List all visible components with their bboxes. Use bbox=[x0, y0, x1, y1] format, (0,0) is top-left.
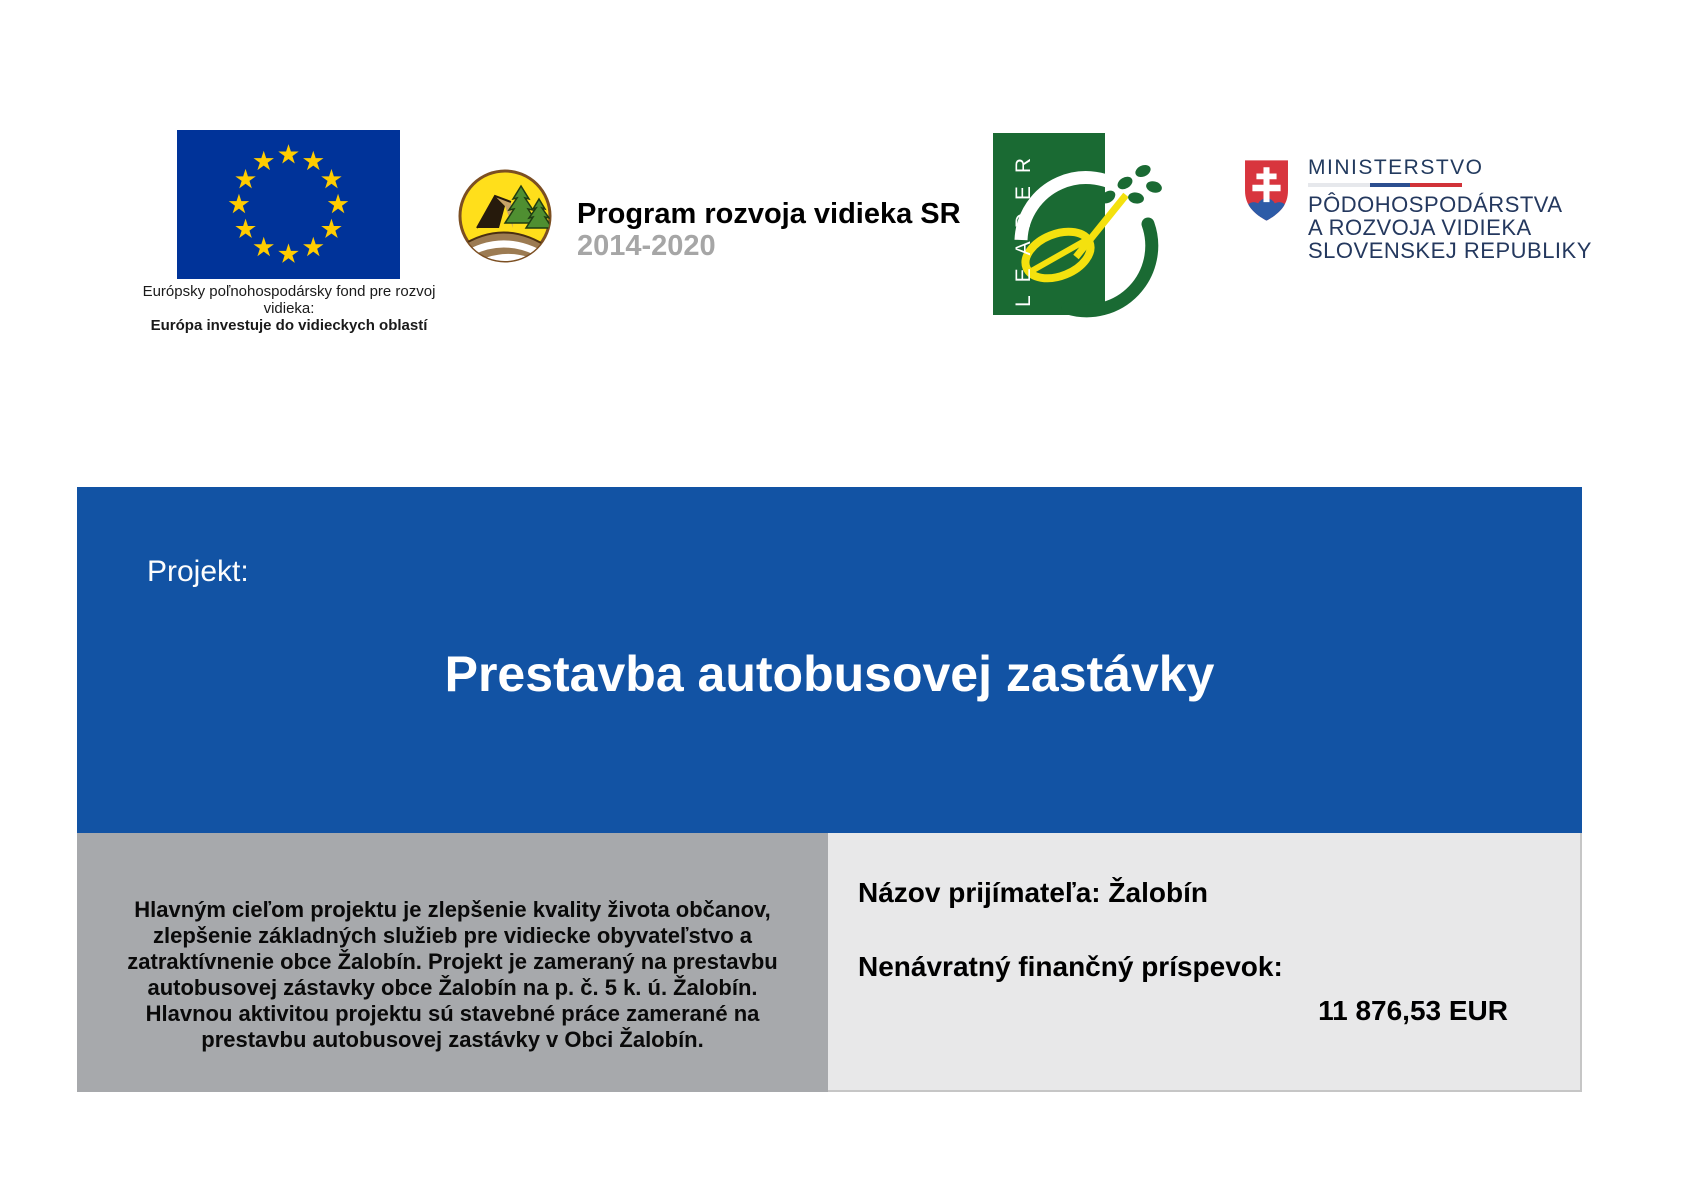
recipient-value: Žalobín bbox=[1108, 877, 1208, 908]
leader-logo-icon bbox=[988, 125, 1178, 325]
project-banner bbox=[77, 487, 1582, 833]
ministry-line: PÔDOHOSPODÁRSTVA bbox=[1308, 192, 1563, 217]
prv-years: 2014-2020 bbox=[577, 230, 716, 262]
description-line: zatraktívnenie obce Žalobín. Projekt je zameraný na prestavbu bbox=[127, 949, 778, 974]
prv-title: Program rozvoja vidieka SR bbox=[577, 198, 961, 230]
description-line: prestavbu autobusovej zastávky v Obci Žalobín. bbox=[201, 1027, 704, 1052]
slovak-coat-of-arms-icon bbox=[1243, 158, 1290, 223]
ministry-line: A ROZVOJA VIDIEKA bbox=[1308, 215, 1532, 240]
description-line: autobusovej zástavky obce Žalobín na p. č. 5 k. ú. Žalobín. bbox=[147, 975, 758, 1000]
details-panel bbox=[828, 833, 1582, 1092]
tricolor-divider bbox=[1308, 183, 1462, 187]
grant-label: Nenávratný finančný príspevok: bbox=[858, 951, 1283, 982]
ministry-title: MINISTERSTVO bbox=[1308, 156, 1484, 179]
ministry-line: SLOVENSKEJ REPUBLIKY bbox=[1308, 238, 1592, 263]
eu-flag-icon bbox=[177, 130, 400, 279]
ministry-text bbox=[1308, 156, 1598, 262]
recipient-line bbox=[858, 877, 1580, 909]
project-title: Prestavba autobusovej zastávky bbox=[444, 646, 1215, 702]
eu-caption bbox=[133, 283, 445, 334]
description-panel bbox=[77, 833, 828, 1092]
description-line: Hlavným cieľom projektu je zlepšenie kvality života občanov, bbox=[134, 897, 771, 922]
eu-caption-line1: Európsky poľnohospodársky fond pre rozvoj vidieka: bbox=[142, 283, 436, 317]
description-line: Hlavnou aktivitou projektu sú stavebné práce zamerané na bbox=[145, 1001, 760, 1026]
eu-caption-line2: Európa investuje do vidieckych oblastí bbox=[150, 317, 428, 334]
recipient-label: Názov prijímateľa: bbox=[858, 877, 1101, 908]
project-label: Projekt: bbox=[147, 555, 249, 588]
prv-logo-icon bbox=[455, 166, 555, 266]
grant-amount: 11 876,53 EUR bbox=[1318, 995, 1508, 1026]
description-line: zlepšenie základných služieb pre vidiecke obyvateľstvo a bbox=[152, 923, 753, 948]
prv-text bbox=[577, 199, 961, 262]
leader-wordmark: LEADER bbox=[1012, 144, 1035, 307]
